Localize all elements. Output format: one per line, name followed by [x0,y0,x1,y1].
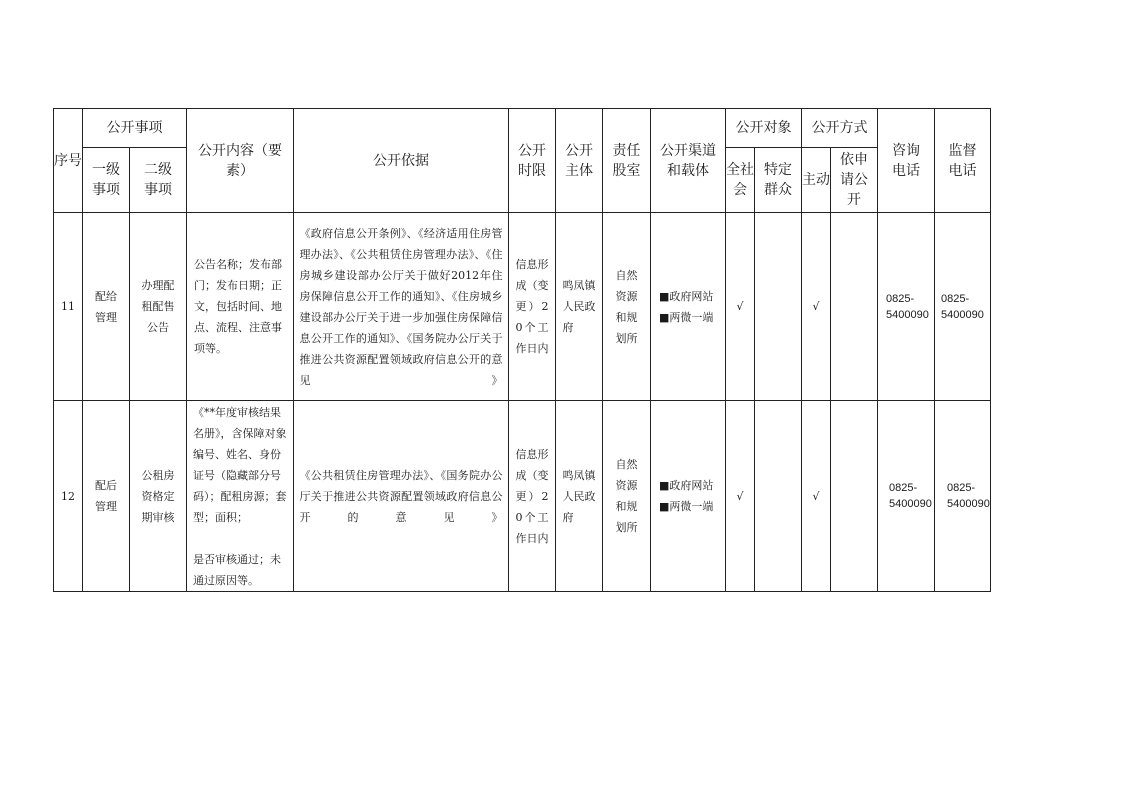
header-subject: 公开主体 [556,109,603,213]
row-target-specific [755,213,802,401]
header-target-specific: 特定群众 [755,148,802,213]
table-row [54,401,991,592]
channel-website: ■政府网站 [659,289,714,303]
row-seq: 11 [54,213,83,401]
header-content: 公开内容（要素） [187,109,294,213]
row-level2: 办理配租配售公告 [130,213,187,401]
row-level1: 配后管理 [83,401,130,592]
row-method-apply [831,401,878,592]
row-level1: 配给管理 [83,213,130,401]
header-channel: 公开渠道和载体 [651,109,726,213]
row-supervise-phone: 0825- 5400090 [935,213,991,401]
header-target-all: 全社会 [726,148,755,213]
row-target-specific [755,401,802,592]
header-target: 公开对象 [726,109,802,148]
row-channel [651,401,726,592]
row-subject: 鸣凤镇人民政府 [556,401,603,592]
header-time-limit: 公开时限 [509,109,556,213]
row-basis: 《公共租赁住房管理办法》、《国务院办公厅关于推进公共资源配置领域政府信息公开的意见》 [294,401,509,592]
table-row [54,213,991,401]
header-level1: 一级事项 [83,148,130,213]
row-basis: 《政府信息公开条例》、《经济适用住房管理办法》、《公共租赁住房管理办法》、《住房城乡建设部办公厅关于做好2012年住房保障信息公开工作的通知》、《住房城乡建设部办公厅关于进一步加强住房保障信息公开工作的通知》、《国务院办公厅关于推进公共资源配置领域政府信息公开的意见》 [294,213,509,401]
header-level2: 二级事项 [130,148,187,213]
row-content: 公告名称；发布部门；发布日期；正文，包括时间、地点、流程、注意事项等。 [187,213,294,401]
row-seq: 12 [54,401,83,592]
row-subject: 鸣凤镇人民政府 [556,213,603,401]
row-target-all: √ [726,213,755,401]
disclosure-table [53,108,991,592]
row-office: 自然资源和规划所 [603,401,651,592]
header-method-active: 主动 [802,148,831,213]
header-seq: 序号 [54,109,83,213]
row-consult-phone: 0825- 5400090 [878,213,935,401]
header-consult-phone: 咨询电话 [878,109,935,213]
header-office: 责任股室 [603,109,651,213]
header-basis: 公开依据 [294,109,509,213]
row-supervise-phone: 0825- 5400090 [935,401,991,592]
header-supervise-phone: 监督电话 [935,109,991,213]
channel-wechat-weibo: ■两微一端 [659,310,714,324]
row-target-all: √ [726,401,755,592]
channel-wechat-weibo: ■两微一端 [659,500,714,513]
header-method: 公开方式 [802,109,878,148]
row-office: 自然资源和规划所 [603,213,651,401]
row-time-limit: 信息形成（变更）20个工作日内 [509,401,556,592]
row-consult-phone: 0825- 5400090 [878,401,935,592]
row-time-limit: 信息形成（变更）20个工作日内 [509,213,556,401]
row-method-active: √ [802,401,831,592]
row-level2: 公租房资格定期审核 [130,401,187,592]
row-channel [651,213,726,401]
row-method-active: √ [802,213,831,401]
row-content: 《**年度审核结果名册》，含保障对象编号、姓名、身份证号（隐藏部分号码）；配租房源；套型；面积； 是否审核通过；未通过原因等。 [187,401,294,592]
header-method-apply: 依申请公开 [831,148,878,213]
row-method-apply [831,213,878,401]
channel-website: ■政府网站 [659,479,714,492]
header-matters: 公开事项 [83,109,187,148]
